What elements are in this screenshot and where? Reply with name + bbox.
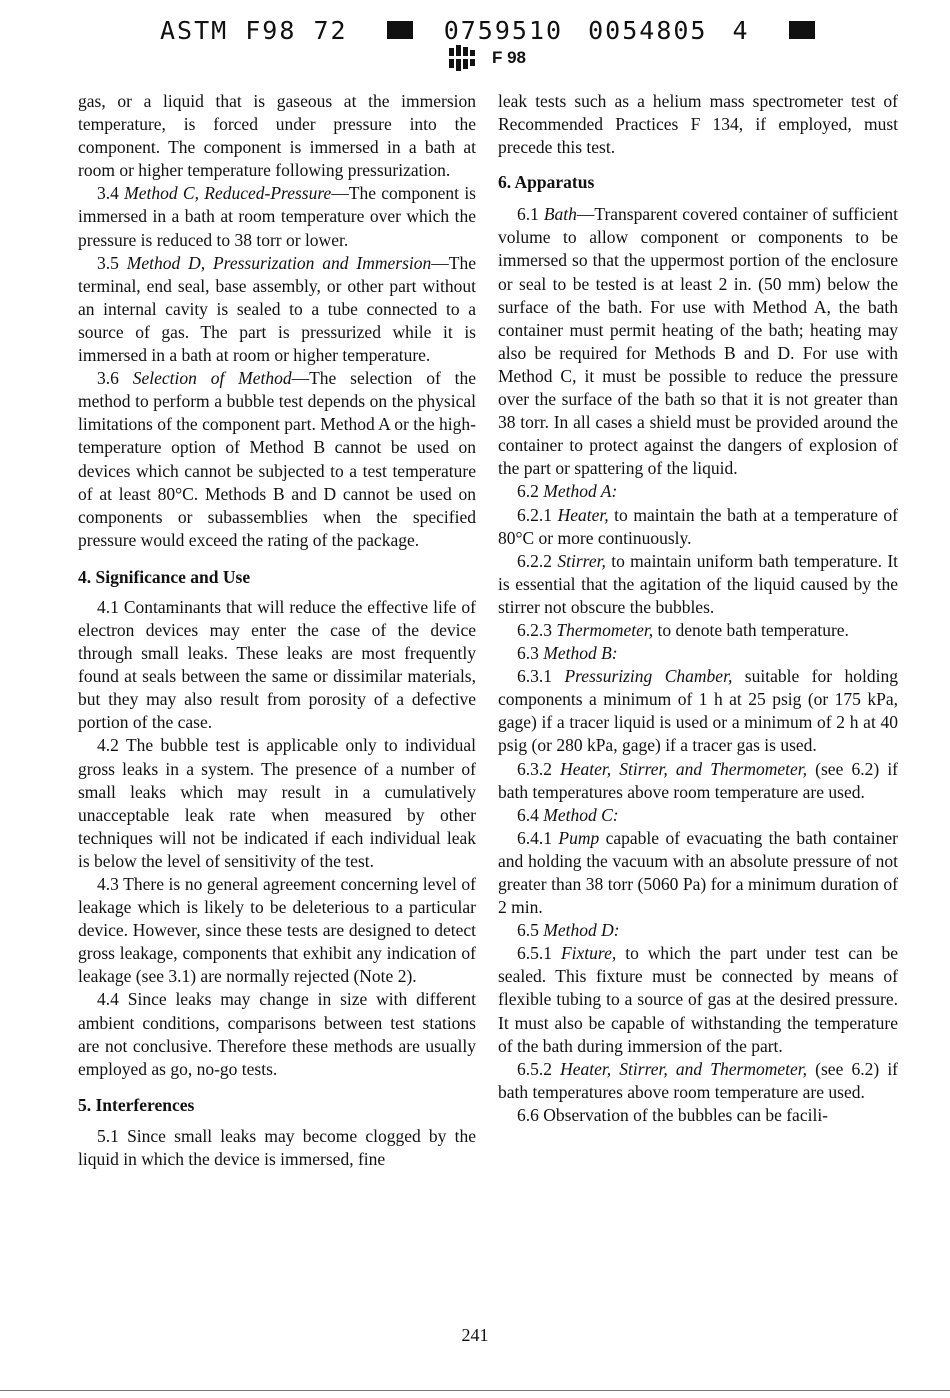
section-heading-6: 6. Apparatus <box>498 172 595 193</box>
paragraph-6-2-3: 6.2.3 Thermometer, to denote bath temperature. <box>517 619 849 640</box>
paragraph-6-5: 6.5 Method D: <box>517 920 620 941</box>
standard-designation: F 98 <box>492 48 527 67</box>
paragraph-6-5-2: 6.5.2 Heater, Stirrer, and Thermometer, (see 6.2) if bath temperatures above room temperature are used. <box>498 1058 899 1102</box>
paragraph-6-3: 6.3 Method B: <box>517 643 618 664</box>
paragraph: leak tests such as a helium mass spectrometer test of Recommended Practices F 134, if employed, must precede this test. <box>498 91 898 158</box>
paragraph-6-2-1: 6.2.1 Heater, to maintain the bath at a temperature of 80°C or more continuously. <box>498 504 899 548</box>
paragraph-6-3-2: 6.3.2 Heater, Stirrer, and Thermometer, (see 6.2) if bath temperatures above room temperature are used. <box>498 758 899 802</box>
left-column <box>78 90 476 1171</box>
section-heading-5: 5. Interferences <box>78 1094 195 1115</box>
right-column <box>498 90 898 1127</box>
black-marker-icon <box>387 21 413 39</box>
paragraph-4-4: 4.4 Since leaks may change in size with different ambient conditions, comparisons between test stations are not conclusive. Therefore these methods are usually employed as go, no-go tests. <box>78 989 476 1079</box>
paragraph-4-3: 4.3 There is no general agreement concerning level of leakage which is likely to be deleterious to a particular device. However, since these tests are designed to detect gross leakage, components that exhibit any indication of leakage (see 3.1) are normally rejected (Note 2). <box>78 874 476 987</box>
paragraph: gas, or a liquid that is gaseous at the immersion temperature, is forced under pressure into the component. The component is immersed in a bath at room or higher temperature following pressurization. <box>78 91 476 181</box>
code-number-1: 0759510 <box>443 15 564 45</box>
paragraph-3-4: 3.4 Method C, Reduced-Pressure—The component is immersed in a bath at room temperature over which the pressure is reduced to 38 torr or lower. <box>78 183 476 250</box>
paragraph-6-2: 6.2 Method A: <box>517 481 618 502</box>
paragraph-6-3-1: 6.3.1 Pressurizing Chamber, suitable for holding components a minimum of 1 h at 25 psig (or 175 kPa, gage) if a tracer liquid is used or a minimum of 2 h at 40 psig (or 280 kPa, gage) if a tracer gas is used. <box>498 666 898 756</box>
header-designation <box>448 45 526 71</box>
astm-logo-icon <box>448 45 478 71</box>
paragraph-5-1: 5.1 Since small leaks may become clogged by the liquid in which the device is immersed, fine <box>78 1125 476 1169</box>
paragraph-6-1: 6.1 Bath—Transparent covered container of sufficient volume to allow component or components to be immersed so that the uppermost portion of the enclosure or seal to be tested is at least 2 in. (50 mm) below the surface of the bath. For use with Method A, the bath container must permit heating of the bath; heating may also be required for Methods B and D. For use with Method C, it must be possible to reduce the pressure over the surface of the bath so that it is not greater than 38 torr. In all cases a shield must be provided around the container to protect against the dangers of explosion of the part or spattering of the liquid. <box>498 204 898 479</box>
paragraph-6-4-1: 6.4.1 Pump capable of evacuating the bath container and holding the vacuum with an absolute pressure of not greater than 38 torr (5060 Pa) for a minimum duration of 2 min. <box>498 827 899 918</box>
paragraph-6-5-1: 6.5.1 Fixture, to which the part under test can be sealed. This fixture must be connected by means of flexible tubing to a source of gas at the desired pressure. It must also be capable of withstanding the temperature of the bath during immersion of the part. <box>498 943 898 1056</box>
code-number-2: 0054805 <box>588 15 708 45</box>
code-suffix: 4 <box>732 15 750 45</box>
black-marker-icon <box>789 21 815 39</box>
section-heading-4: 4. Significance and Use <box>78 566 251 587</box>
scan-code-line <box>160 14 829 45</box>
code-designation: ASTM F98 72 <box>160 15 348 45</box>
paragraph-3-5: 3.5 Method D, Pressurization and Immersion—The terminal, end seal, base assembly, or other part without an internal cavity is sealed to a tube connected to a source of gas. The part is pressurized while it is immersed in a bath at room or higher temperature. <box>78 252 476 366</box>
paragraph-6-6: 6.6 Observation of the bubbles can be facili- <box>517 1104 829 1125</box>
paragraph-4-1: 4.1 Contaminants that will reduce the effective life of electron devices may enter the case of the device through small leaks. These leaks are most frequently found at seals between the same or dissimilar materials, but they may also result from porosity of a defective portion of the case. <box>78 596 476 733</box>
page-number: 241 <box>461 1325 489 1345</box>
paragraph-6-4: 6.4 Method C: <box>517 804 619 825</box>
paragraph-6-2-2: 6.2.2 Stirrer, to maintain uniform bath temperature. It is essential that the agitation of the liquid caused by the stirrer not obscure the bubbles. <box>498 550 899 617</box>
paragraph-3-6: 3.6 Selection of Method—The selection of the method to perform a bubble test depends on the physical limitations of the component part. Method A or the high-temperature option of Method B cannot be used on devices which cannot be subjected to a test temperature of at least 80°C. Methods B and D cannot be used on components or subassemblies when the specified pressure would exceed the rating of the package. <box>78 368 476 550</box>
bottom-divider <box>0 1390 950 1391</box>
paragraph-4-2: 4.2 The bubble test is applicable only to individual gross leaks in a system. The presence of a number of small leaks which may result in a cumulatively unacceptable leak rate when measured by other techniques will not be indicated if each individual leak is below the level of sensitivity of the test. <box>78 735 476 871</box>
